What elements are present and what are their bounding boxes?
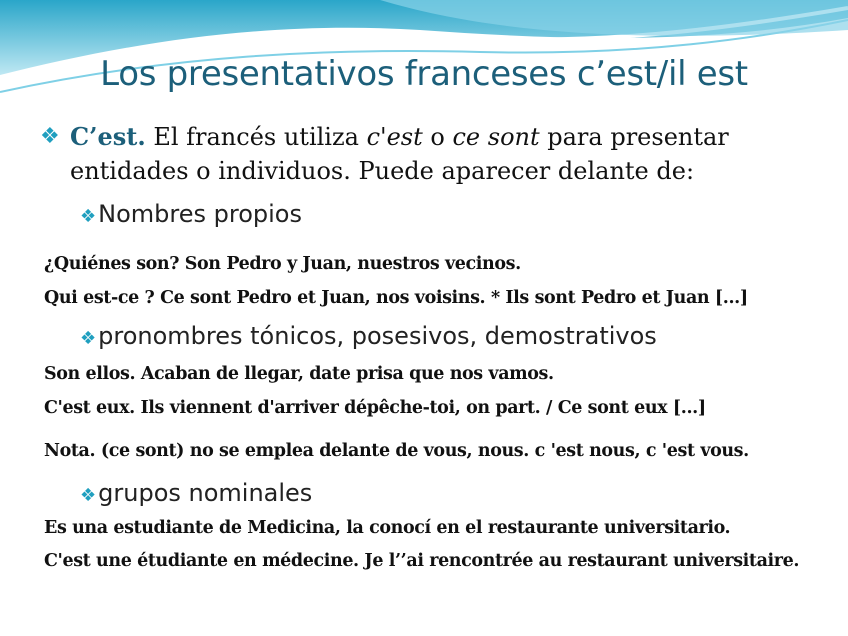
example-line: C'est eux. Ils viennent d'arriver dépêche-toi, on part. / Ce sont eux [...] <box>44 398 706 418</box>
example-line: C'est une étudiante en médecine. Je l’’ai rencontrée au restaurant universitaire. <box>44 551 800 571</box>
diamond-four-icon: ❖ <box>80 206 97 227</box>
example-line: Son ellos. Acaban de llegar, date prisa que nos vamos. <box>44 364 554 384</box>
section-heading-text: Nombres propios <box>98 200 302 228</box>
diamond-four-icon: ❖ <box>40 124 60 149</box>
section-heading <box>80 322 657 350</box>
section-heading-text: grupos nominales <box>98 479 313 507</box>
section-heading-text: pronombres tónicos, posesivos, demostrativos <box>98 322 657 350</box>
diamond-four-icon: ❖ <box>80 328 97 349</box>
section-heading <box>80 479 312 507</box>
intro-text: para presentar entidades o individuos. Puede aparecer delante de: <box>70 123 729 185</box>
section-heading <box>80 200 302 228</box>
intro-italic: c'est <box>366 123 423 151</box>
note-line: Nota. (ce sont) no se emplea delante de vous, nous. c 'est nous, c 'est vous. <box>44 441 749 461</box>
example-line: Qui est-ce ? Ce sont Pedro et Juan, nos voisins. * Ils sont Pedro et Juan [...] <box>44 288 748 308</box>
intro-bold: C’est. <box>70 122 146 151</box>
slide-title: Los presentativos franceses c’est/il est <box>100 54 748 94</box>
intro-text: El francés utiliza <box>145 123 367 151</box>
intro-italic: ce sont <box>452 123 540 151</box>
intro-text: o <box>422 123 453 151</box>
example-line: ¿Quiénes son? Son Pedro y Juan, nuestros vecinos. <box>44 254 521 274</box>
diamond-four-icon: ❖ <box>80 485 97 506</box>
example-line: Es una estudiante de Medicina, la conocí en el restaurante universitario. <box>44 518 731 538</box>
intro-paragraph <box>40 120 830 188</box>
